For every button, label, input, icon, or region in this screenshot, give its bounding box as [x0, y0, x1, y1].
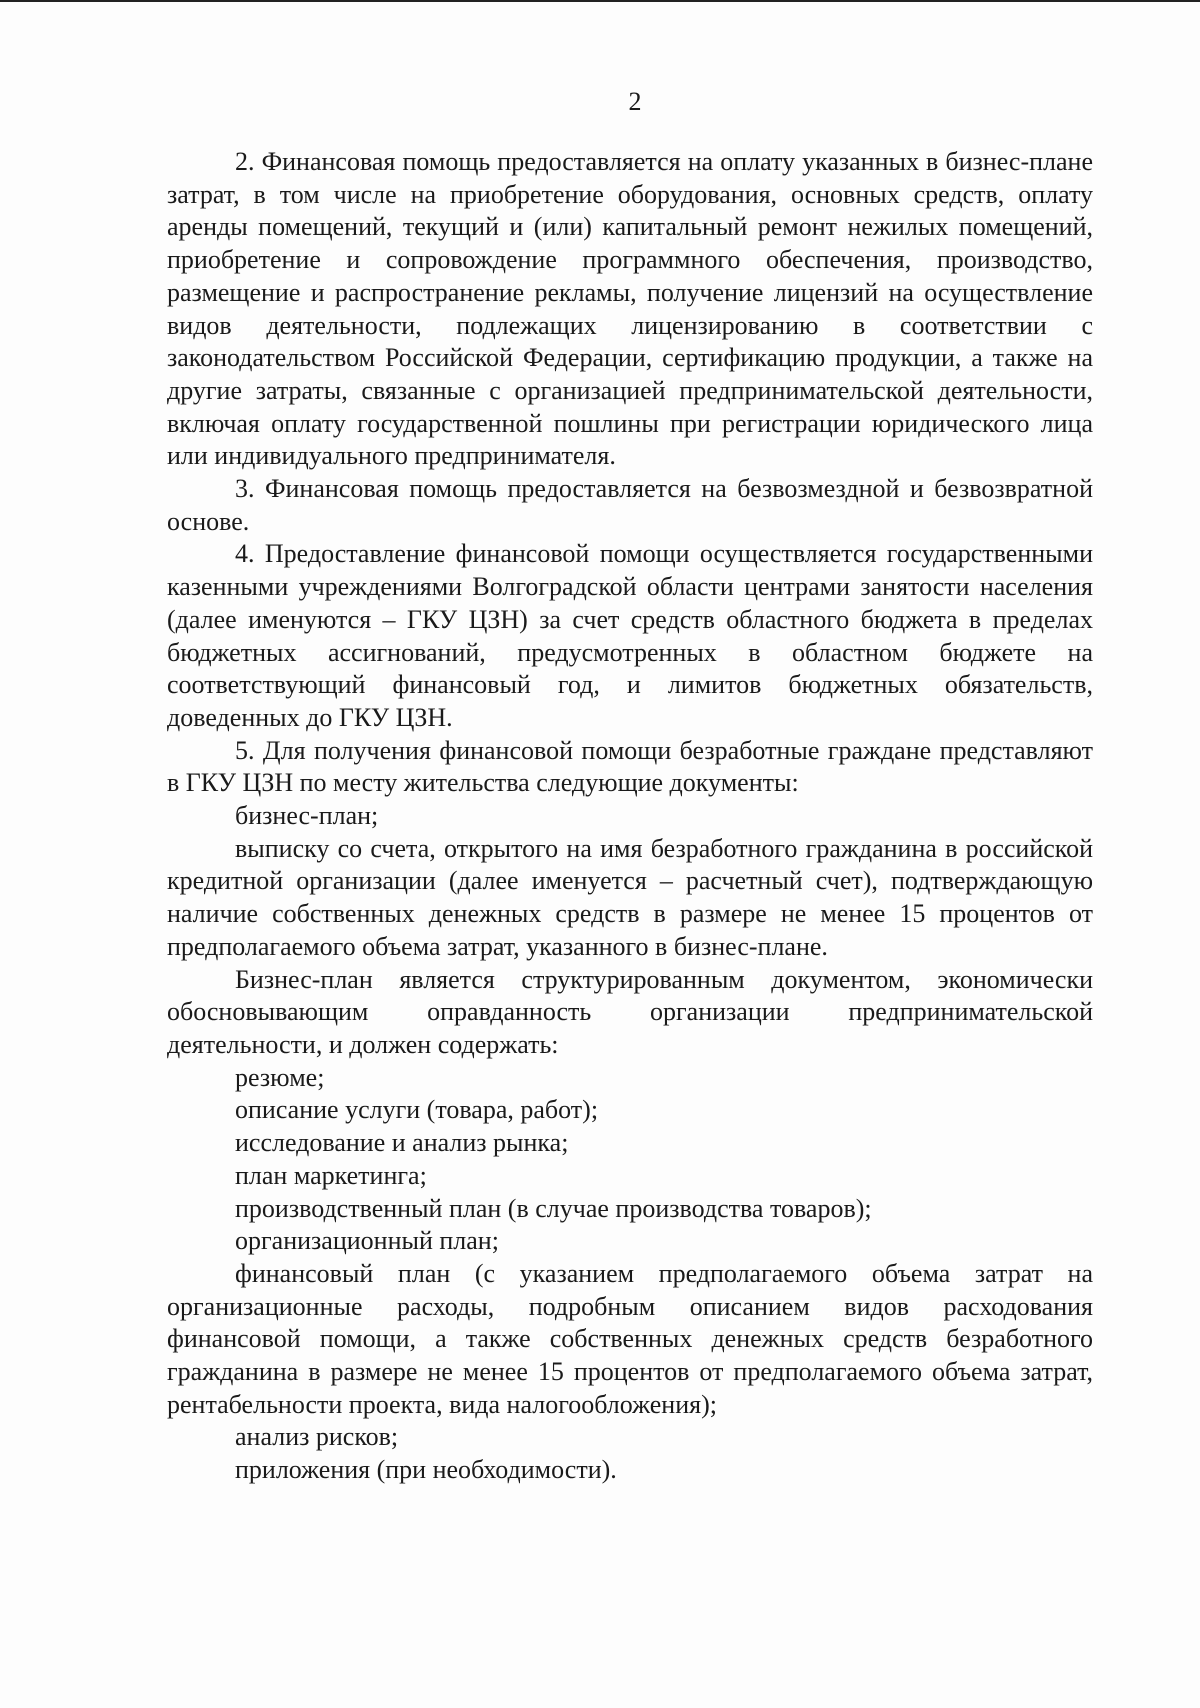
business-plan-item-summary: резюме;: [235, 1062, 325, 1092]
paragraph-3: 3. Финансовая помощь предоставляется на безвозмездной и безвозвратной основе.: [167, 474, 1093, 536]
business-plan-item-appendices: приложения (при необходимости).: [235, 1455, 617, 1485]
paragraph-2: 2. Финансовая помощь предоставляется на оплату указанных в бизнес-плане затрат, в том числе на приобретение оборудования, основных средств, оплату аренды помещений, текущий и (или) капитальный ремонт нежилых помещений, приобретение и сопровождение программного обеспечения, производство, размещение и распространение рекламы, получение лицензий на осуществление видов деятельности, подлежащих лицензированию в соответствии с законодательством Российской Федерации, сертификацию продукции, а также на другие затраты, связанные с организацией предпринимательской деятельности, включая оплату государственной пошлины при регистрации юридического лица или индивидуального предпринимателя.: [167, 147, 1093, 471]
page-number: 2: [628, 87, 642, 116]
business-plan-item-production-plan: производственный план (в случае производства товаров);: [235, 1193, 872, 1223]
document-item-business-plan: бизнес-план;: [235, 801, 379, 831]
document-body: [167, 146, 1093, 1487]
business-plan-item-financial-plan: финансовый план (с указанием предполагаемого объема затрат на организационные расходы, подробным описанием видов расходования финансовой помощи, а также собственных денежных средств безработного гражданина в размере не менее 15 процентов от предполагаемого объема затрат, рентабельности проекта, вида налогообложения);: [167, 1258, 1093, 1419]
business-plan-item-organizational-plan: организационный план;: [235, 1226, 499, 1256]
document-item-bank-statement: выписку со счета, открытого на имя безработного гражданина в российской кредитной организации (далее именуется – расчетный счет), подтверждающую наличие собственных денежных средств в размере не менее 15 процентов от предполагаемого объема затрат, указанного в бизнес-плане.: [167, 833, 1093, 961]
business-plan-item-service-description: описание услуги (товара, работ);: [235, 1095, 599, 1125]
business-plan-item-risk-analysis: анализ рисков;: [235, 1422, 399, 1452]
paragraph-4: 4. Предоставление финансовой помощи осуществляется государственными казенными учреждениями Волгоградской области центрами занятости населения (далее именуются – ГКУ ЦЗН) за счет средств областного бюджета в пределах бюджетных ассигнований, предусмотренных в областном бюджете на соответствующий финансовый год, и лимитов бюджетных обязательств, доведенных до ГКУ ЦЗН.: [167, 539, 1093, 732]
page-top-edge: [0, 0, 1200, 2]
paragraph-5: 5. Для получения финансовой помощи безработные граждане представляют в ГКУ ЦЗН по месту жительства следующие документы:: [167, 735, 1093, 798]
business-plan-definition: Бизнес-план является структурированным документом, экономически обосновывающим оправданность организации предпринимательской деятельности, и должен содержать:: [167, 964, 1093, 1059]
business-plan-item-marketing-plan: план маркетинга;: [235, 1160, 427, 1190]
business-plan-item-market-analysis: исследование и анализ рынка;: [235, 1128, 569, 1158]
